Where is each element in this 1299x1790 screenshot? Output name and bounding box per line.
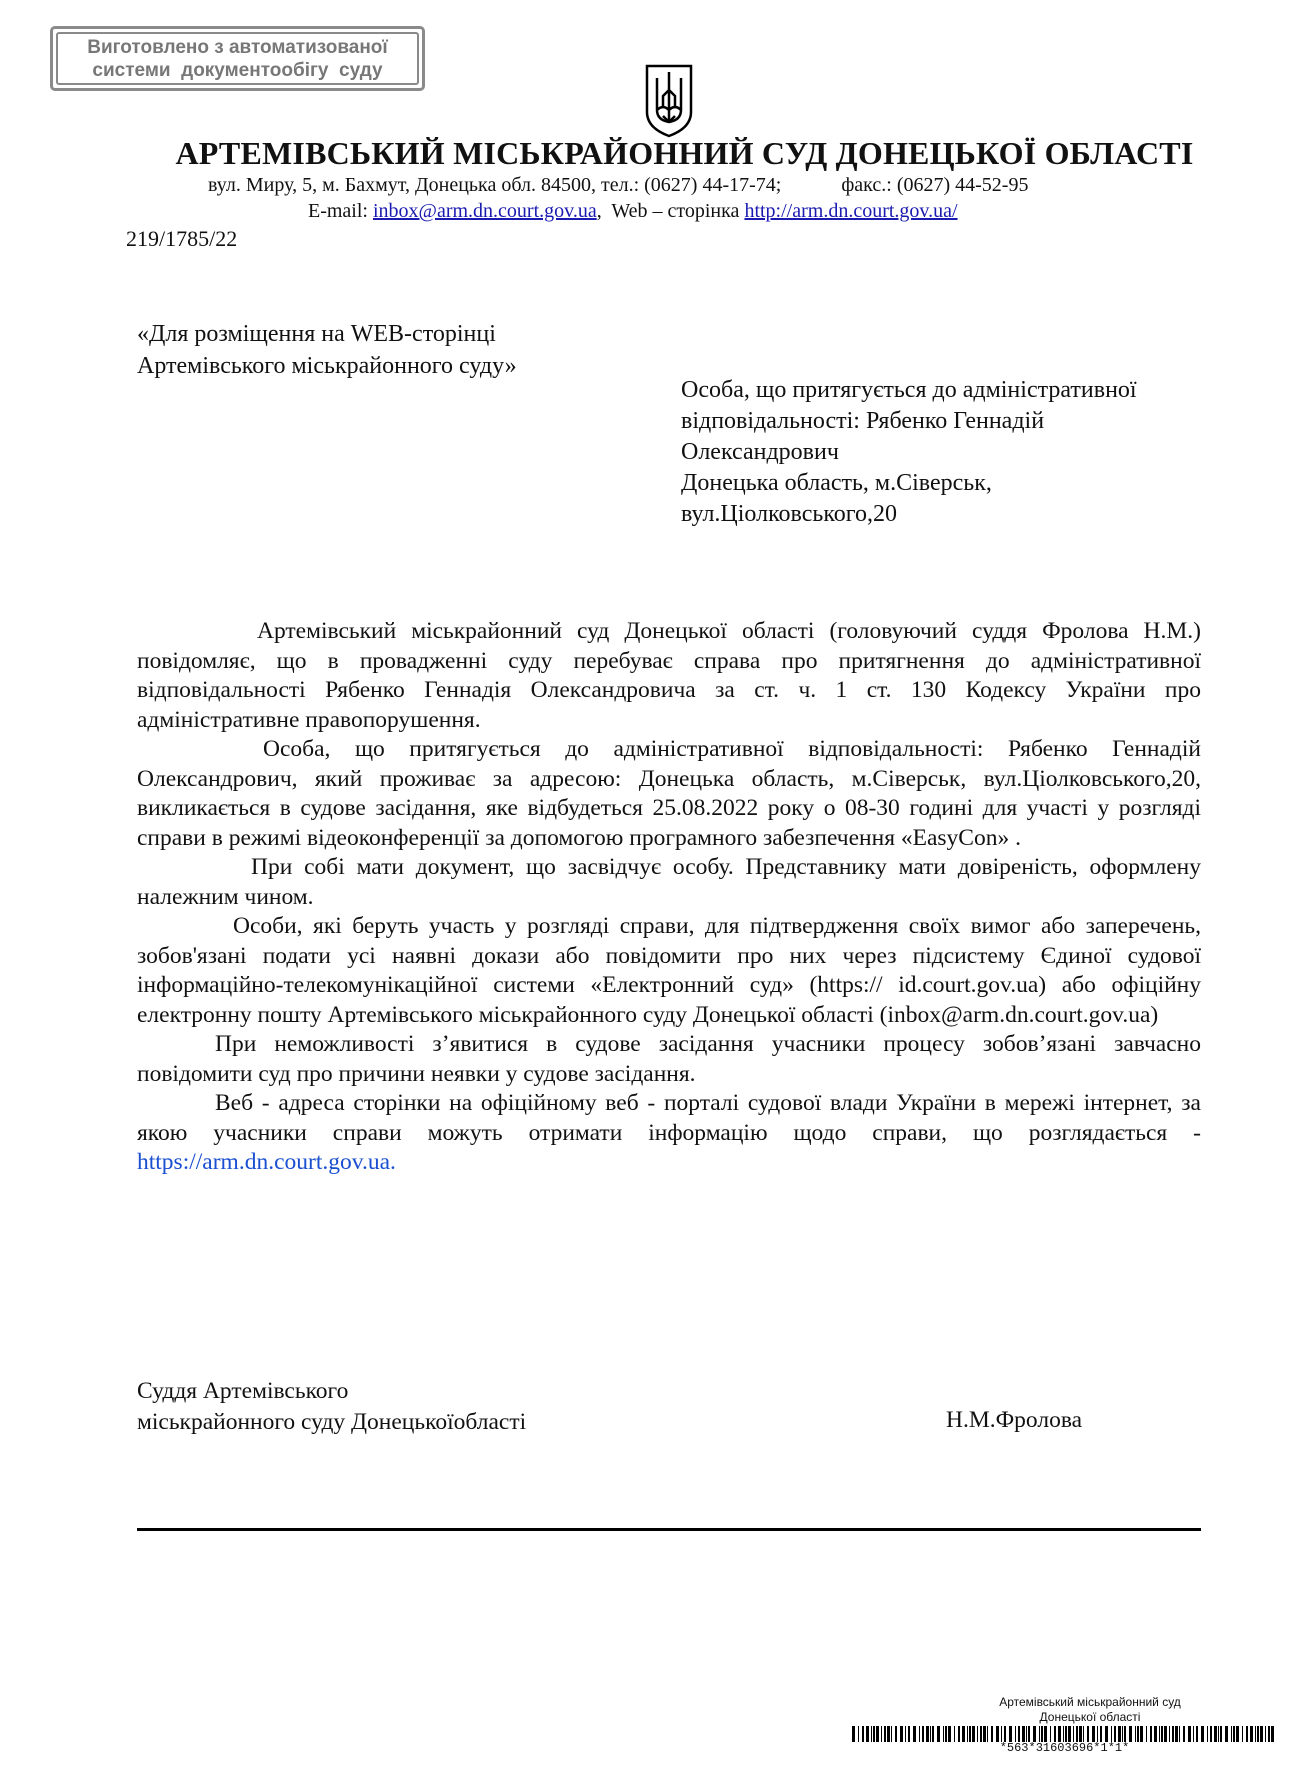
- signature-block: [137, 1376, 526, 1438]
- body-paragraph-6-text: Веб - адреса сторінки на офіційному веб - порталі судової влади України в мережі інтернет, за якою учасники справи можуть отримати інформацію щодо справи, що розглядається -: [137, 1090, 1201, 1146]
- body-paragraph-3: При собі мати документ, що засвідчує особу. Представнику мати довіреність, оформлену належним чином.: [137, 854, 1201, 910]
- signature-line-1: Суддя Артемівського: [137, 1378, 349, 1404]
- signature-line-2: міськрайонного суду Донецькоїобласті: [137, 1409, 527, 1435]
- court-address: вул. Миру, 5, м. Бахмут, Донецька обл. 84500, тел.: (0627) 44-17-74; факс.: (0627) 44-52-95: [208, 174, 1029, 196]
- recipient-line-1: Особа, що притягується до адміністративної: [681, 377, 1137, 403]
- footer-divider: [137, 1528, 1201, 1531]
- barcode-caption: [890, 1695, 1290, 1725]
- body-paragraph-2: Особа, що притягується до адміністративної відповідальності: Рябенко Геннадій Олександрович, який проживає за адресою: Донецька область, м.Сіверськ, вул.Ціолковського,20, викликається в судове засідання, яке відбудеться 25.08.2022 року о 08-30 годині для участі у розгляді справи в режимі відеоконференції за допомогою програмного забезпечення «EasyCon» .: [137, 736, 1201, 851]
- notice-body: [137, 617, 1201, 1178]
- court-portal-link[interactable]: https://arm.dn.court.gov.ua.: [137, 1149, 396, 1175]
- barcode-icon: [852, 1726, 1277, 1742]
- coat-of-arms-icon: [643, 60, 695, 140]
- body-paragraph-4: Особи, які беруть участь у розгляді справи, для підтвердження своїх вимог або заперечень, зобов'язані подати усі наявні докази або повідомити про них через підсистему Єдиної судової інформаційно-телекомунікаційної системи «Електронний суд» (https:// id.court.gov.ua) або офіційну електронну пошту Артемівського міськрайонного суду Донецької області (inbox@arm.dn.court.gov.ua): [137, 913, 1201, 1028]
- recipient-line-2: відповідальності: Рябенко Геннадій: [681, 408, 1045, 434]
- recipient-line-3: Олександрович: [681, 439, 839, 465]
- email-label: E-mail:: [308, 200, 373, 222]
- body-paragraph-6: [137, 1089, 1201, 1178]
- stamp-line-1: Виготовлено з автоматизованої: [87, 37, 388, 58]
- body-paragraph-1: Артемівський міськрайонний суд Донецької області (головуючий суддя Фролова Н.М.) повідомляє, що в провадженні суду перебуває справа про притягнення до адміністративної відповідальності Рябенко Геннадія Олександровича за ст. ч. 1 ст. 130 Кодексу України про адміністративне правопорушення.: [137, 618, 1201, 733]
- barcode-number: *563*31603696*1*1*: [999, 1741, 1130, 1755]
- barcode-caption-line-1: Артемівський міськрайонний суд: [999, 1695, 1181, 1709]
- web-label: , Web – сторінка: [596, 200, 745, 222]
- reference-number: 219/1785/22: [126, 226, 238, 251]
- web-note-line-2: Артемівського міськрайонного суду»: [137, 353, 517, 379]
- judge-name: Н.М.Фролова: [946, 1407, 1083, 1433]
- body-paragraph-5: При неможливості з’явитися в судове засідання учасники процесу зобов’язані завчасно повідомити суд про причини неявки у судове засідання.: [137, 1031, 1201, 1087]
- website-link[interactable]: http://arm.dn.court.gov.ua/: [744, 200, 958, 222]
- recipient-line-4: Донецька область, м.Сіверськ,: [681, 470, 992, 496]
- barcode-caption-line-2: Донецької області: [1039, 1710, 1141, 1724]
- email-link[interactable]: inbox@arm.dn.court.gov.ua: [372, 200, 597, 222]
- court-contacts: [308, 200, 958, 223]
- recipient-line-5: вул.Ціолковського,20: [681, 501, 898, 527]
- web-note-line-1: «Для розміщення на WEB-сторінці: [137, 321, 496, 347]
- stamp-line-2: системи документообігу суду: [92, 60, 383, 81]
- recipient-block: [681, 375, 1137, 530]
- web-placement-note: [137, 318, 517, 382]
- court-name: АРТЕМІВСЬКИЙ МІСЬКРАЙОННИЙ СУД ДОНЕЦЬКОЇ ОБЛАСТІ: [175, 135, 1194, 171]
- document-system-stamp: [50, 26, 425, 91]
